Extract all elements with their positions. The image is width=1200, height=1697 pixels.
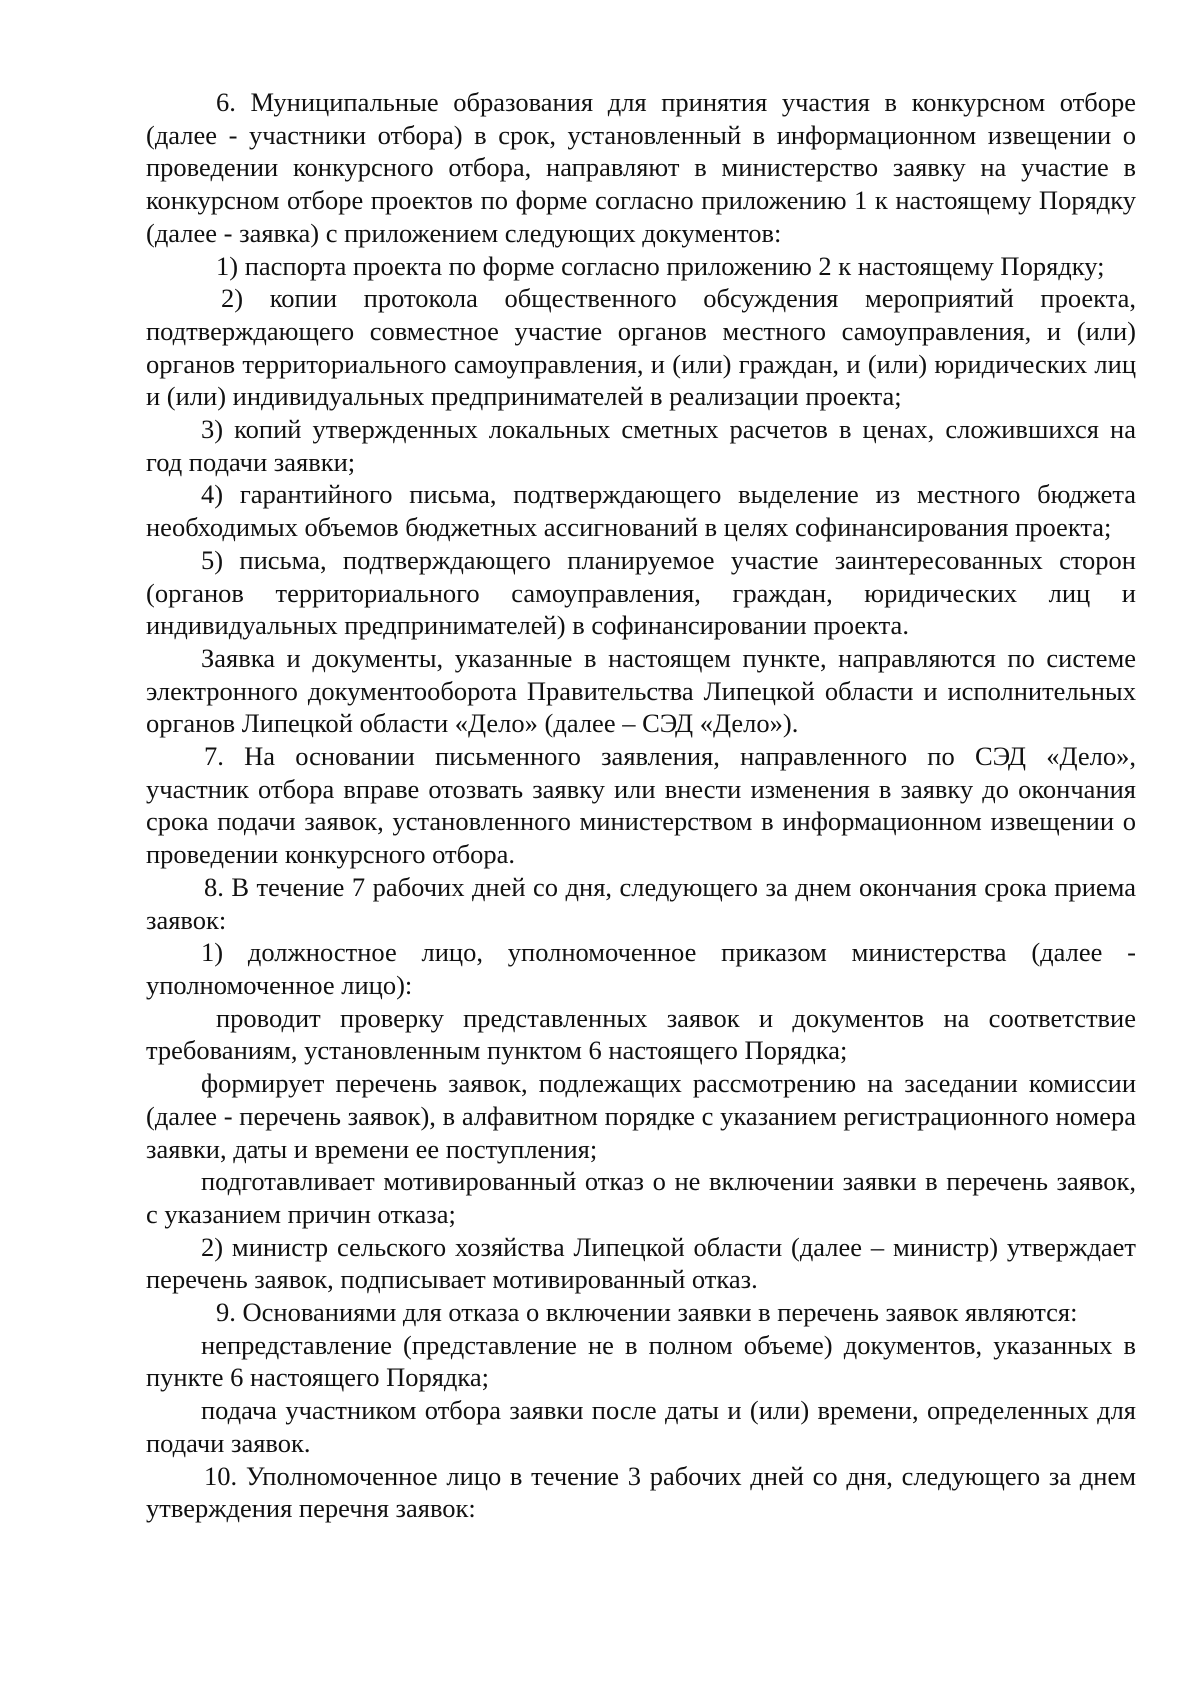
paragraph-6-item-2: 2) копии протокола общественного обсуждения мероприятий проекта, подтверждающего совместное участие органов местного самоуправления, и (или) органов территориального самоуправления, и (или) граждан, и (или) юридических лиц и (или) индивидуальных предпринимателей в реализации проекта;: [146, 283, 1136, 412]
paragraph-8-item-2: 2) министр сельского хозяйства Липецкой области (далее – министр) утверждает перечень заявок, подписывает мотивированный отказ.: [146, 1231, 1136, 1295]
paragraph-8-item-1: 1) должностное лицо, уполномоченное приказом министерства (далее - уполномоченное лицо):: [146, 937, 1136, 1000]
paragraph-8-item-1-list: формирует перечень заявок, подлежащих рассмотрению на заседании комиссии (далее - перечень заявок), в алфавитном порядке с указанием регистрационного номера заявки, даты и времени ее поступления;: [146, 1068, 1136, 1164]
paragraph-9-ground-1: непредставление (представление не в полном объеме) документов, указанных в пункте 6 настоящего Порядка;: [146, 1329, 1136, 1393]
paragraph-7: 7. На основании письменного заявления, направленного по СЭД «Дело», участник отбора вправе отозвать заявку или внести изменения в заявку до окончания срока подачи заявок, установленного министерством в информационном извещении о проведении конкурсного отбора.: [146, 741, 1136, 870]
paragraph-8-item-1-refusal: подготавливает мотивированный отказ о не включении заявки в перечень заявок, с указанием причин отказа;: [146, 1166, 1136, 1229]
paragraph-6-item-1: 1) паспорта проекта по форме согласно приложению 2 к настоящему Порядку;: [216, 250, 1105, 281]
paragraph-8-item-1-check: проводит проверку представленных заявок и документов на соответствие требованиям, установленным пунктом 6 настоящего Порядка;: [146, 1002, 1136, 1066]
paragraph-8: 8. В течение 7 рабочих дней со дня, следующего за днем окончания срока приема заявок:: [146, 871, 1136, 935]
paragraph-6-item-5: 5) письма, подтверждающего планируемое участие заинтересованных сторон (органов территориального самоуправления, граждан, юридических лиц и индивидуальных предпринимателей) в софинансировании проекта.: [146, 544, 1136, 641]
paragraph-6-item-4: 4) гарантийного письма, подтверждающего выделение из местного бюджета необходимых объемов бюджетных ассигнований в целях софинансирования проекта;: [146, 479, 1136, 543]
paragraph-6-submission: Заявка и документы, указанные в настоящем пункте, направляются по системе электронного документооборота Правительства Липецкой области и исполнительных органов Липецкой области «Дело» (далее – СЭД «Дело»).: [146, 642, 1136, 739]
paragraph-9: 9. Основаниями для отказа о включении заявки в перечень заявок являются:: [216, 1297, 1078, 1328]
document-page: [146, 86, 1136, 1525]
paragraph-9-ground-2: подача участником отбора заявки после даты и (или) времени, определенных для подачи заявок.: [146, 1395, 1136, 1458]
paragraph-6: 6. Муниципальные образования для принятия участия в конкурсном отборе (далее - участники отбора) в срок, установленный в информационном извещении о проведении конкурсного отбора, направляют в министерство заявку на участие в конкурсном отборе проектов по форме согласно приложению 1 к настоящему Порядку (далее - заявка) с приложением следующих документов:: [146, 87, 1136, 248]
paragraph-6-item-3: 3) копий утвержденных локальных сметных расчетов в ценах, сложившихся на год подачи заявки;: [146, 414, 1136, 477]
paragraph-10: 10. Уполномоченное лицо в течение 3 рабочих дней со дня, следующего за днем утверждения перечня заявок:: [146, 1460, 1136, 1524]
